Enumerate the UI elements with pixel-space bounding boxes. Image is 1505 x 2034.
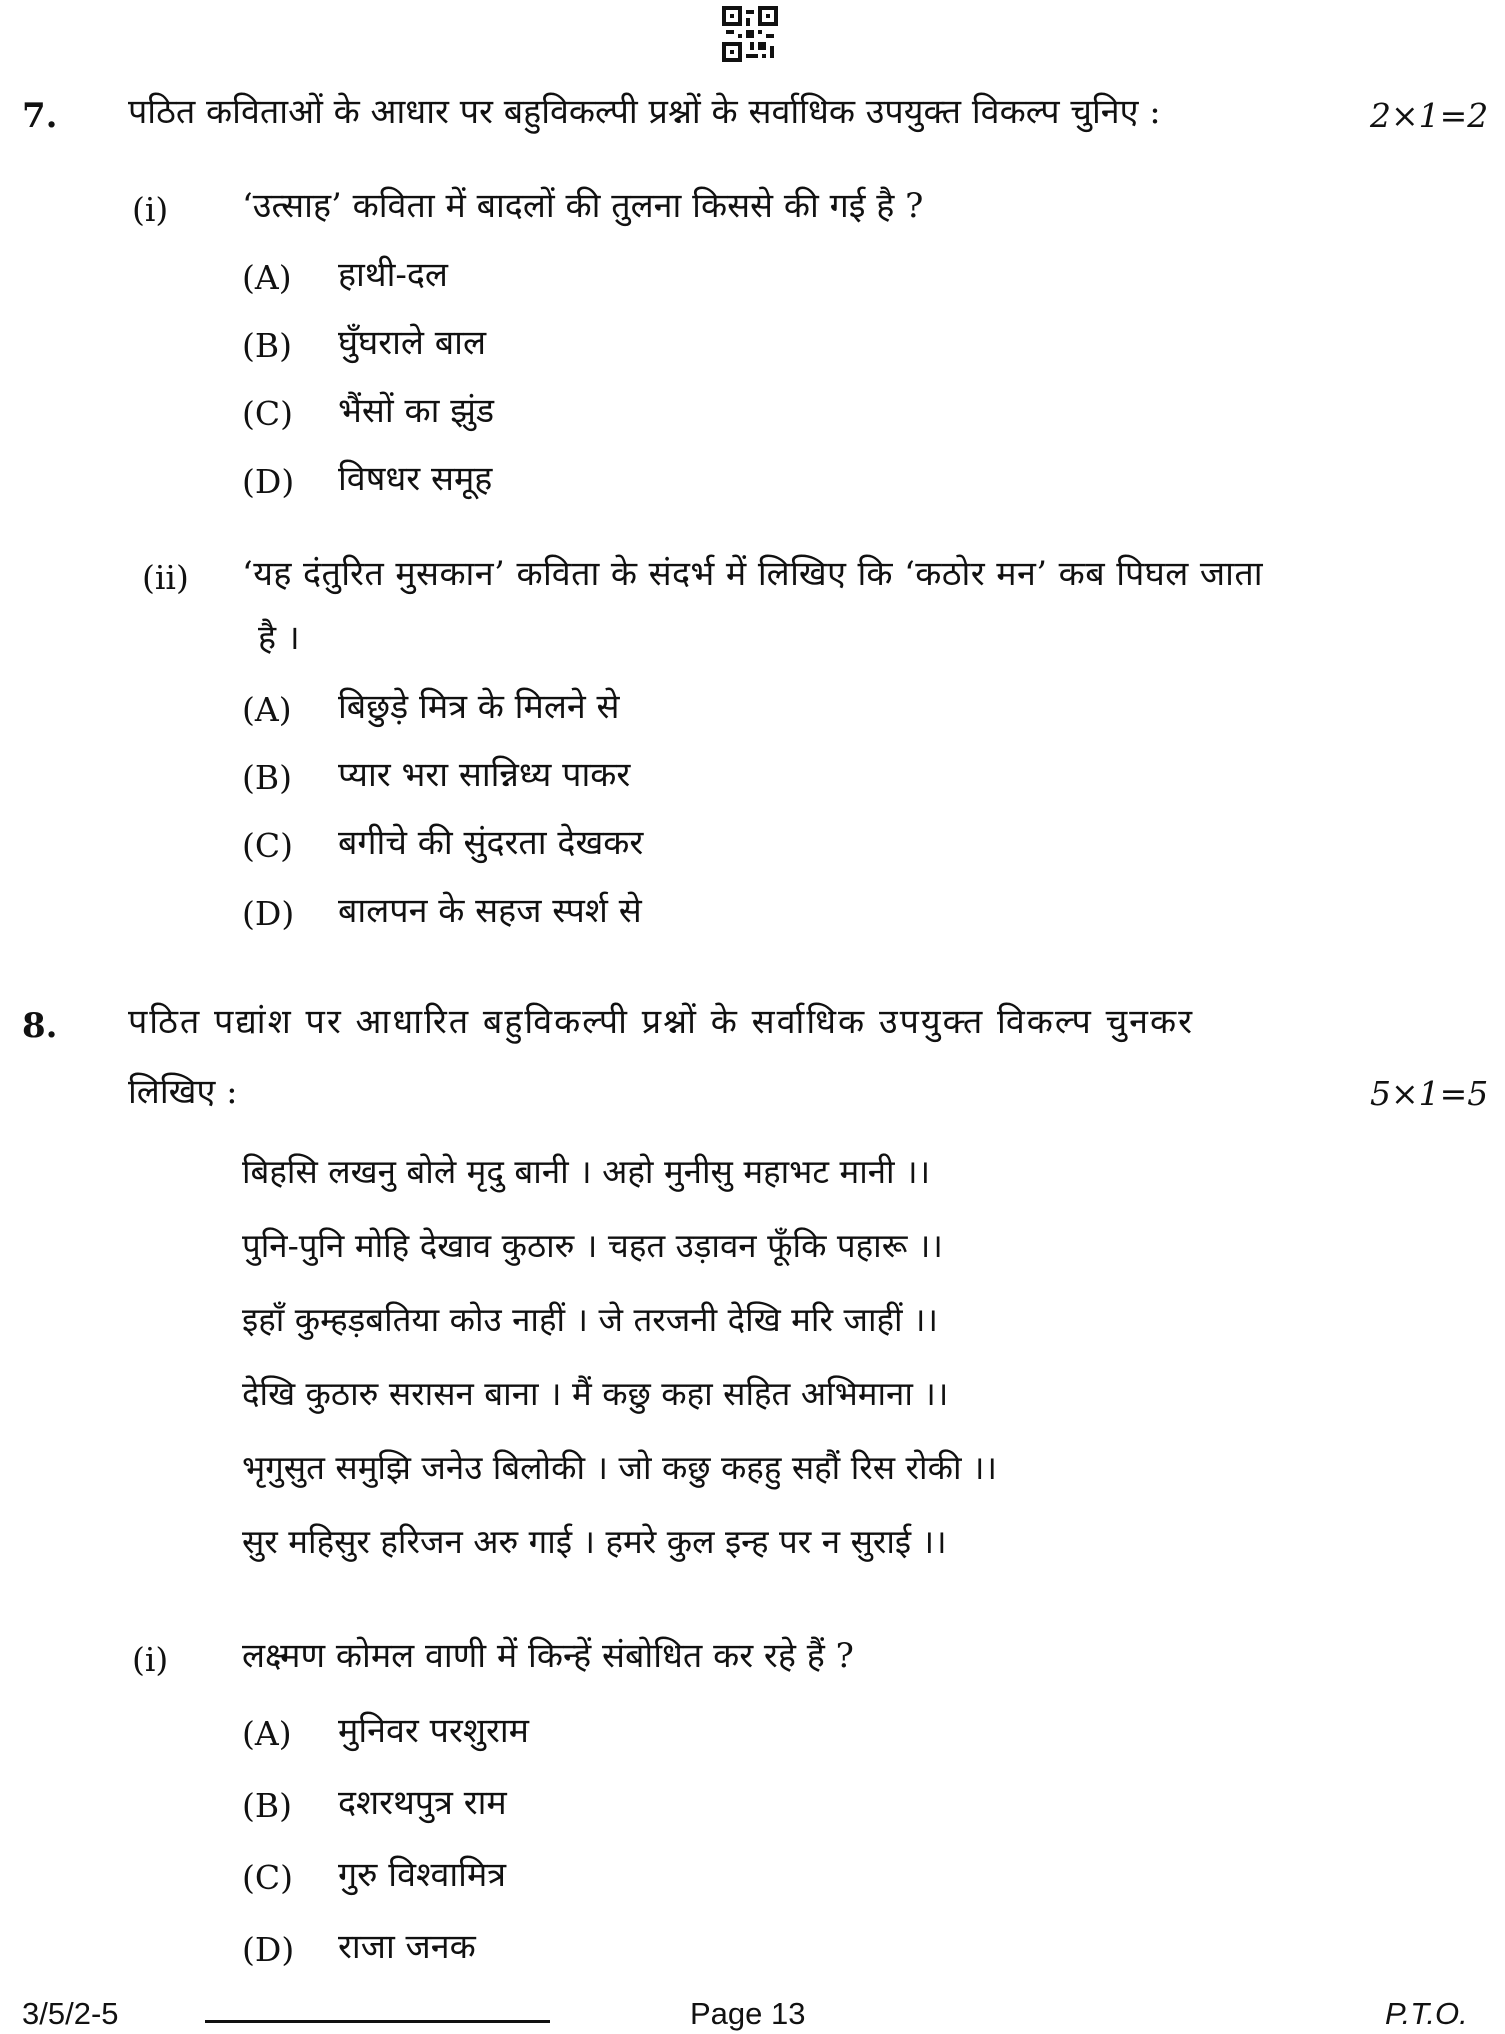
sub-question-label: (i) bbox=[132, 1640, 169, 1679]
question-number: 7. bbox=[22, 96, 58, 136]
sub-question-text: लक्ष्मण कोमल वाणी में किन्हें संबोधित कर रहे हैं ? bbox=[242, 1636, 854, 1676]
option-text: घुँघराले बाल bbox=[338, 323, 487, 363]
verse-line: इहाँ कुम्हड़बतिया कोउ नाहीं । जे तरजनी देखि मरि जाहीं ।। bbox=[242, 1300, 939, 1339]
option-text: दशरथपुत्र राम bbox=[338, 1783, 507, 1823]
verse-line: भृगुसुत समुझि जनेउ बिलोकी । जो कछु कहहु सहौं रिस रोकी ।। bbox=[242, 1448, 997, 1487]
verse-line: बिहसि लखनु बोले मृदु बानी । अहो मुनीसु महाभट मानी ।। bbox=[242, 1152, 931, 1191]
option-text: बालपन के सहज स्पर्श से bbox=[338, 891, 642, 931]
please-turn-over: P.T.O. bbox=[1385, 1996, 1468, 2031]
option-label: (A) bbox=[242, 1714, 292, 1753]
sub-question-text: ‘यह दंतुरित मुसकान’ कविता के संदर्भ में लिखिए कि ‘कठोर मन’ कब पिघल जाता bbox=[242, 554, 1263, 594]
footer-divider bbox=[205, 2020, 550, 2023]
marks-allocation: 5×1=5 bbox=[1370, 1074, 1489, 1113]
sub-question-label: (i) bbox=[132, 190, 169, 229]
verse-line: देखि कुठारु सरासन बाना । मैं कछु कहा सहित अभिमाना ।। bbox=[242, 1374, 949, 1413]
option-label: (C) bbox=[242, 826, 293, 865]
option-text: हाथी-दल bbox=[338, 255, 448, 295]
sub-question-text: ‘उत्साह’ कविता में बादलों की तुलना किससे की गई है ? bbox=[242, 186, 924, 226]
option-label: (B) bbox=[242, 758, 292, 797]
option-label: (B) bbox=[242, 326, 292, 365]
option-text: बगीचे की सुंदरता देखकर bbox=[338, 823, 644, 863]
sub-question-text-continued: है । bbox=[258, 618, 300, 658]
option-label: (D) bbox=[242, 894, 295, 933]
option-label: (A) bbox=[242, 690, 292, 729]
verse-line: सुर महिसुर हरिजन अरु गाई । हमरे कुल इन्ह पर न सुराई ।। bbox=[242, 1522, 947, 1561]
question-number: 8. bbox=[22, 1006, 58, 1046]
page-number: Page 13 bbox=[690, 1996, 806, 2031]
option-label: (D) bbox=[242, 1930, 295, 1969]
sub-question-label: (ii) bbox=[142, 558, 189, 597]
qr-code-icon bbox=[722, 6, 778, 62]
option-text: भैंसों का झुंड bbox=[338, 391, 495, 431]
option-label: (C) bbox=[242, 394, 293, 433]
option-label: (A) bbox=[242, 258, 292, 297]
option-text: विषधर समूह bbox=[338, 459, 493, 499]
option-label: (D) bbox=[242, 462, 295, 501]
option-text: राजा जनक bbox=[338, 1927, 476, 1967]
option-label: (B) bbox=[242, 1786, 292, 1825]
option-text: बिछुड़े मित्र के मिलने से bbox=[338, 687, 620, 727]
marks-allocation: 2×1=2 bbox=[1370, 96, 1489, 135]
verse-line: पुनि-पुनि मोहि देखाव कुठारु । चहत उड़ावन फूँकि पहारू ।। bbox=[242, 1226, 943, 1265]
paper-code: 3/5/2-5 bbox=[22, 1996, 119, 2031]
question-instruction: पठित पद्यांश पर आधारित बहुविकल्पी प्रश्नों के सर्वाधिक उपयुक्त विकल्प चुनकर bbox=[128, 1002, 1195, 1042]
option-text: मुनिवर परशुराम bbox=[338, 1711, 530, 1751]
question-instruction-continued: लिखिए : bbox=[128, 1072, 238, 1112]
option-text: गुरु विश्वामित्र bbox=[338, 1855, 507, 1895]
option-label: (C) bbox=[242, 1858, 293, 1897]
option-text: प्यार भरा सान्निध्य पाकर bbox=[338, 755, 631, 795]
question-instruction: पठित कविताओं के आधार पर बहुविकल्पी प्रश्नों के सर्वाधिक उपयुक्त विकल्प चुनिए : bbox=[128, 92, 1161, 132]
